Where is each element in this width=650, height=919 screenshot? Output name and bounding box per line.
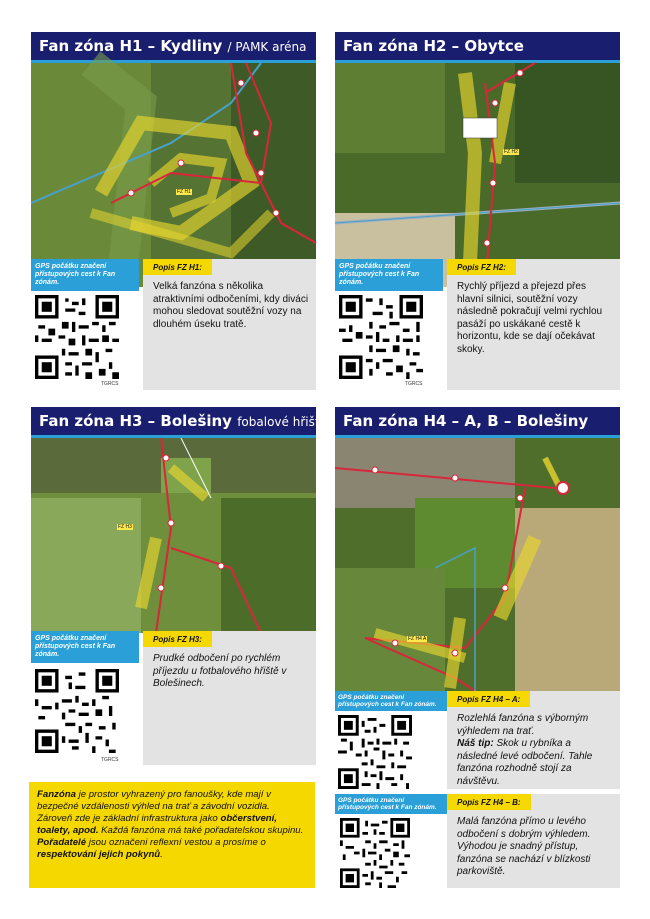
qr-area-h1 [31, 259, 143, 390]
qr-area-h3 [31, 631, 143, 765]
map-zone-label: FZ H2 [504, 149, 518, 155]
qr-code[interactable] [335, 818, 415, 888]
fan-zone-card-h2 [335, 32, 620, 390]
description-text: Rychlý příjezd a přejezd přes hlavní silnici, soutěžní vozy následně pokračují velmi rychlou pasáží po uskákané cestě k horizontu, kde se dají očekávat skoky. [457, 281, 603, 355]
fan-zone-card-h1 [31, 32, 316, 390]
description-tag: Popis FZ H2: [447, 259, 516, 275]
card-title: Fan zóna H4 – A, B – Bolešiny [335, 407, 620, 435]
qr-area-h4-a [335, 691, 447, 789]
qr-caption: TGRCS [101, 757, 119, 763]
qr-code[interactable] [335, 715, 415, 789]
description-text [457, 713, 614, 788]
gps-label: GPS počátku značení přístupových cest k Fan zónám. [31, 259, 139, 291]
tip-label: Náš tip: [457, 738, 494, 749]
qr-caption: TGRCS [101, 381, 119, 387]
gps-label: GPS počátku značení přístupových cest k Fan zónám. [31, 631, 139, 663]
map-h4[interactable] [335, 438, 620, 691]
info-term: Fanzóna [37, 789, 76, 800]
description-tag: Popis FZ H1: [143, 259, 212, 275]
info-text-2: Každá fanzóna má také pořadatelskou skupinu. [98, 825, 304, 836]
description-box-h3 [143, 631, 316, 765]
fan-zone-card-h4 [335, 407, 620, 888]
description-text: Velká fanzóna s několika atraktivními odbočeními, kdy diváci mohou sledovat soutěžní vozy na dlouhém úseku tratě. [153, 281, 309, 330]
description-tag: Popis FZ H4 – A: [447, 691, 530, 707]
qr-code-graphic [31, 669, 123, 753]
card-title: Fan zóna H2 – Obytce [335, 32, 620, 60]
description-tag: Popis FZ H3: [143, 631, 212, 647]
qr-code[interactable] [335, 295, 427, 379]
description-tag: Popis FZ H4 – B: [447, 794, 531, 810]
qr-area-h4-b [335, 794, 447, 888]
description-text: Malá fanzóna přímo u levého odbočení s dobrým výhledem. Výhodou je snadný přístup, fanzóna se nachází v blízkosti parkoviště. [457, 816, 591, 877]
fan-zone-info-box [29, 782, 315, 888]
gps-label: GPS počátku značení přístupových cest k Fan zónám. [335, 259, 443, 291]
qr-code-graphic [31, 295, 123, 379]
map-zone-label: FZ H3 [118, 524, 132, 530]
info-bold-3: respektování jejich pokynů [37, 849, 161, 860]
qr-code-graphic [335, 295, 427, 379]
description-box-h2 [447, 259, 620, 390]
info-text-3: jsou označeni reflexní vestou a prosíme o [86, 837, 266, 848]
map-zone-label: FZ H1 [177, 189, 191, 195]
gps-label: GPS počátku značení přístupových cest k Fan zónám. [335, 691, 447, 711]
qr-area-h2 [335, 259, 447, 390]
qr-code-graphic [335, 818, 415, 888]
info-bold-2: Pořadatelé [37, 837, 87, 848]
description-box-h4-a [447, 691, 620, 789]
qr-code[interactable] [31, 669, 123, 753]
qr-code-graphic [335, 715, 415, 789]
map-zone-label: FZ H4 A [408, 636, 427, 642]
card-title: Fan zóna H3 – Bolešiny fobalové hřiště [31, 407, 316, 435]
map-h2[interactable] [335, 63, 620, 287]
info-bold-1: občerstvení, toalety, apod. [37, 813, 277, 836]
description-box-h1 [143, 259, 316, 390]
qr-caption: TGRCS [405, 381, 423, 387]
description-box-h4-b [447, 794, 620, 888]
gps-label: GPS počátku značení přístupových cest k Fan zónám. [335, 794, 447, 814]
description-line: Rozlehlá fanzóna s výborným výhledem na trať. [457, 713, 589, 737]
qr-code[interactable] [31, 295, 123, 379]
description-text: Prudké odbočení po rychlém příjezdu u fotbalového hřiště v Bolešinech. [153, 653, 287, 689]
info-text-end: . [160, 849, 163, 860]
map-h3[interactable] [31, 438, 316, 633]
info-text-1: je prostor vyhrazený pro fanoušky, kde mají v bezpečné vzdálenosti výhled na trať a závodní vozidla. Zároveň zde je základní infrastruktura jako [37, 789, 271, 824]
card-title: Fan zóna H1 – Kydliny / PAMK aréna [31, 32, 316, 60]
fan-zone-card-h3 [31, 407, 327, 765]
tip-text: Skok u rybníka a následné levé odbočení. Tahle fanzóna rozhodně stojí za návštěvu. [457, 738, 593, 787]
map-h1[interactable] [31, 63, 316, 287]
